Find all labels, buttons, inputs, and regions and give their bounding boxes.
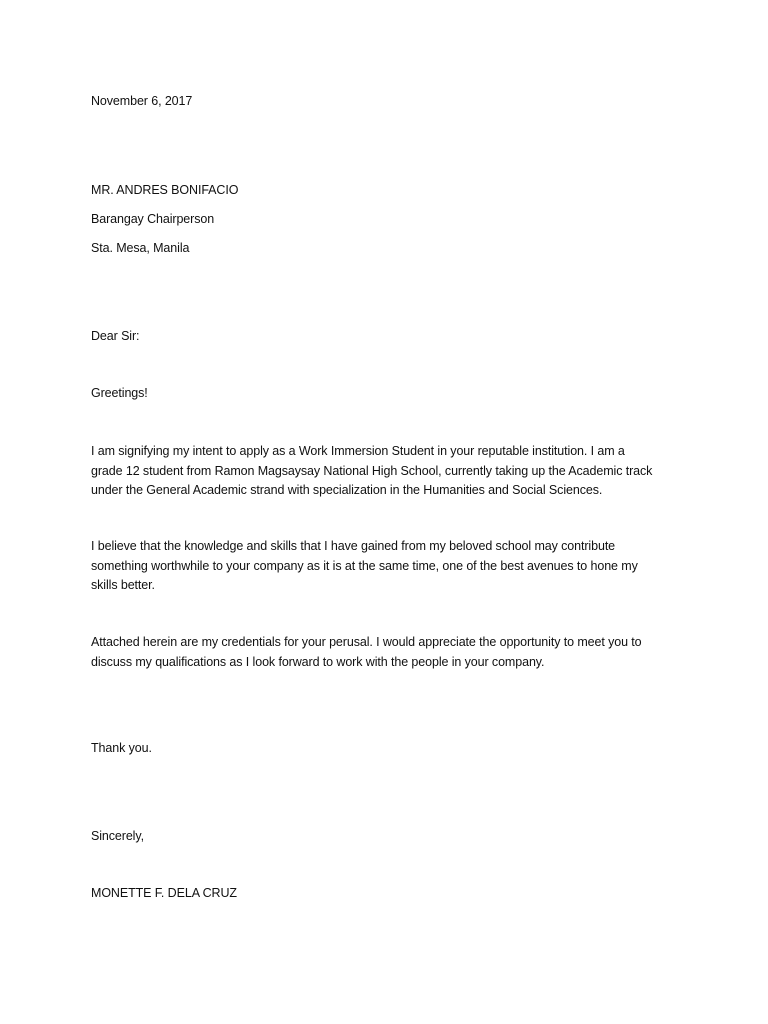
paragraph-line: under the General Academic strand with specialization in the Humanities and Social Sciences. bbox=[91, 483, 603, 497]
paragraph-line: Attached herein are my credentials for your perusal. I would appreciate the opportunity to meet you to bbox=[91, 635, 642, 649]
paragraph-line: I am signifying my intent to apply as a Work Immersion Student in your reputable institution. I am a bbox=[91, 444, 625, 458]
thanks-line: Thank you. bbox=[91, 741, 152, 755]
paragraph-skills bbox=[91, 537, 691, 596]
letter-date: November 6, 2017 bbox=[91, 94, 193, 108]
salutation: Dear Sir: bbox=[91, 329, 140, 343]
paragraph-line: something worthwhile to your company as it is at the same time, one of the best avenues to hone my bbox=[91, 558, 638, 573]
closing: Sincerely, bbox=[91, 829, 144, 843]
paragraph-credentials bbox=[91, 633, 691, 672]
recipient-name: MR. ANDRES BONIFACIO bbox=[91, 183, 239, 197]
paragraph-intent bbox=[91, 442, 691, 501]
paragraph-line: skills better. bbox=[91, 578, 155, 592]
paragraph-line: I believe that the knowledge and skills that I have gained from my beloved school may contribute bbox=[91, 539, 616, 553]
paragraph-line: grade 12 student from Ramon Magsaysay National High School, currently taking up the Academic track bbox=[91, 463, 653, 478]
greeting: Greetings! bbox=[91, 386, 148, 400]
recipient-address: Sta. Mesa, Manila bbox=[91, 241, 190, 255]
signatory-name: MONETTE F. DELA CRUZ bbox=[91, 886, 237, 900]
recipient-title: Barangay Chairperson bbox=[91, 212, 215, 226]
paragraph-line: discuss my qualifications as I look forward to work with the people in your company. bbox=[91, 654, 545, 669]
